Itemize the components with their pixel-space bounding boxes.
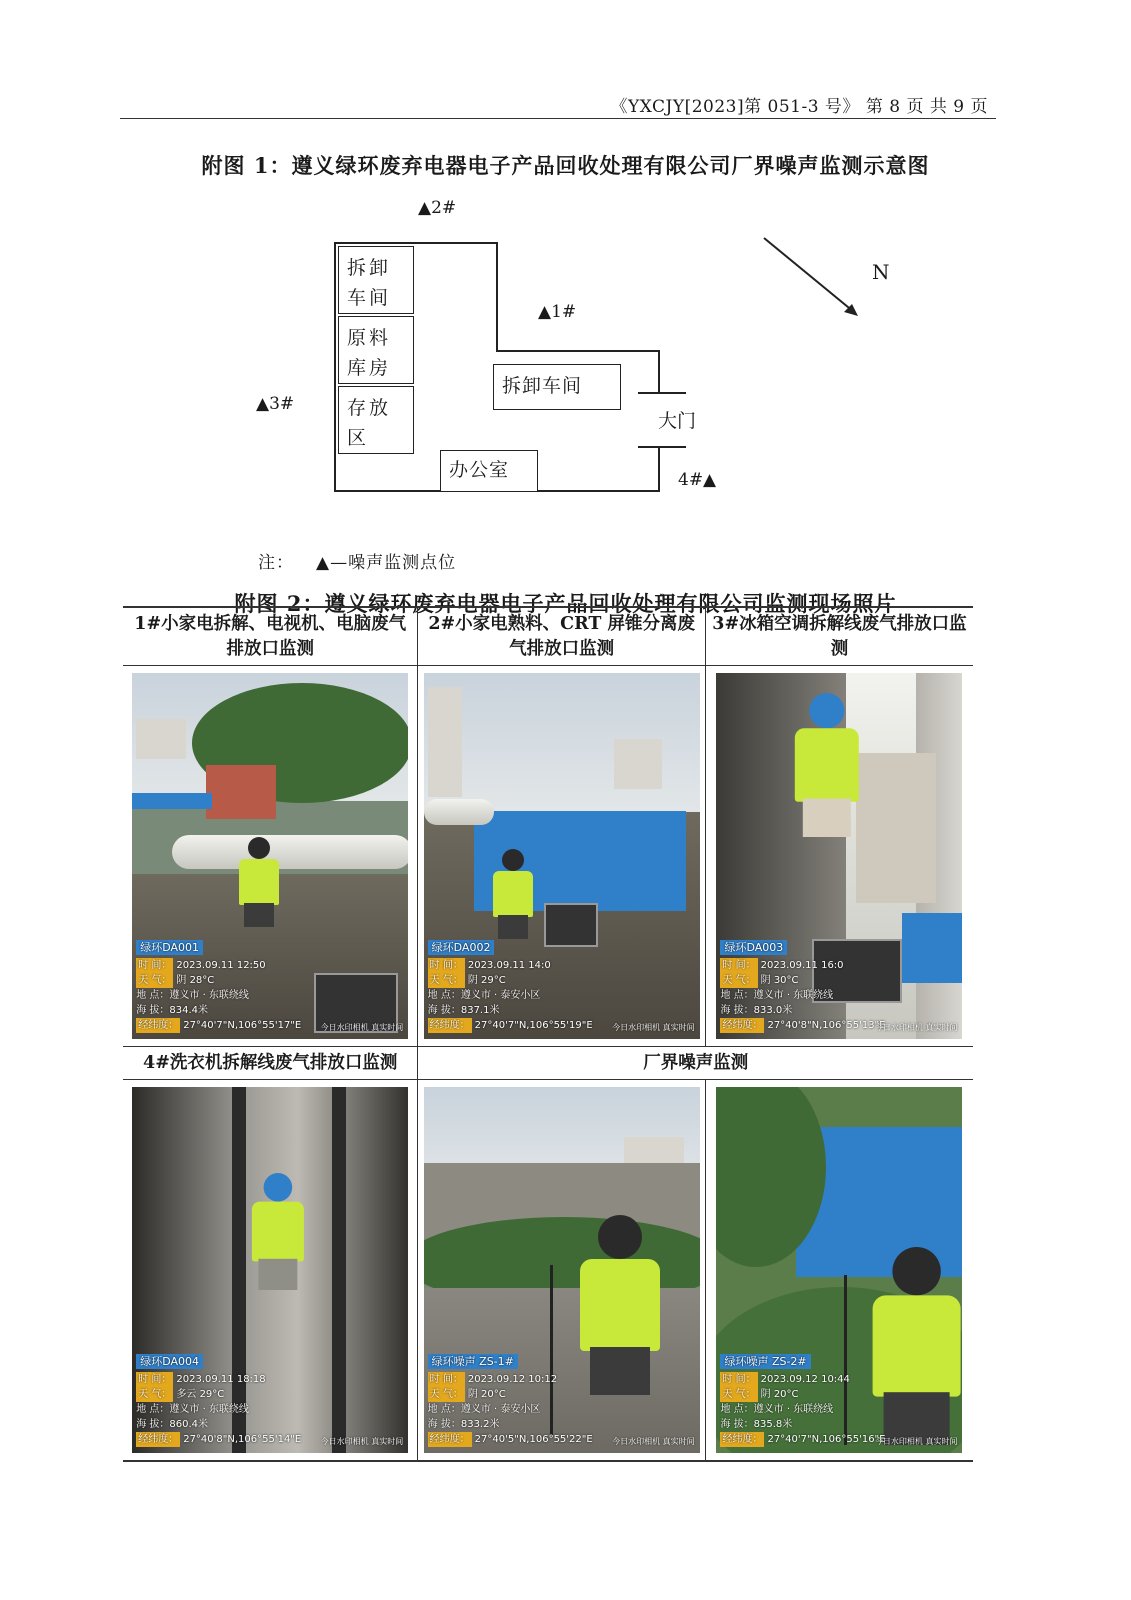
outline-right-lower: [658, 446, 660, 492]
room-dismantling-workshop-main: 拆卸车间: [493, 364, 621, 410]
room-raw-material-warehouse: 原料库房: [338, 316, 414, 384]
monitoring-point-2: ▲2#: [418, 198, 457, 218]
room-storage-area: 存放区: [338, 386, 414, 454]
photo-da002: [424, 673, 700, 1039]
outline-step-horizontal: [496, 350, 660, 352]
gate-label: 大门: [658, 410, 697, 432]
watermark-2: 绿环DA002 时 间： 2023.09.11 14:0 天 气： 阴 29°C 地 点：遵义市 · 泰安小区 海 拔：837.1米 经纬度： 27°40'7"N,106°55'19"E: [427, 941, 593, 1031]
watermark-6: 绿环噪声 ZS-2# 时 间： 2023.09.12 10:44 天 气： 阴 20°C 地 点：遵义市 · 东联绕线 海 拔：835.8米 经纬度： 27°40'7"N,106°55'16"E: [720, 1355, 886, 1445]
watermark-logo-3: 今日水印相机 真实时间: [874, 1023, 958, 1032]
watermark-logo-5: 今日水印相机 真实时间: [612, 1437, 695, 1446]
watermark-5: 绿环噪声 ZS-1# 时 间： 2023.09.12 10:12 天 气： 阴 20°C 地 点：遵义市 · 泰安小区 海 拔：833.2米 经纬度： 27°40'5"N,106°55'22"E: [427, 1355, 593, 1445]
monitoring-point-1: ▲1#: [538, 302, 577, 322]
watermark-3: 绿环DA003 时 间： 2023.09.11 16:0 天 气： 阴 30°C 地 点：遵义市 · 东联绕线 海 拔：833.0米 经纬度： 27°40'8"N,106°55'13"E: [720, 941, 886, 1031]
monitoring-point-3: ▲3#: [256, 394, 295, 414]
legend-note: [258, 548, 456, 573]
figure-2-title: 附图 2：遵义绿环废弃电器电子产品回收处理有限公司监测现场照片: [234, 591, 897, 616]
figure-1-title: 附图 1：遵义绿环废弃电器电子产品回收处理有限公司厂界噪声监测示意图: [201, 153, 930, 178]
photo-cell-1: [123, 666, 418, 1047]
photo-cell-4: [123, 1080, 418, 1462]
outline-top: [334, 242, 498, 244]
watermark-logo-4: 今日水印相机 真实时间: [320, 1437, 404, 1446]
caption-4: 4#洗衣机拆解线废气排放口监测: [123, 1047, 418, 1080]
gate-post-top: [638, 392, 686, 394]
caption-2: 2#小家电熟料、CRT 屏锥分离废气排放口监测: [418, 607, 706, 666]
caption-3: 3#冰箱空调拆解线废气排放口监测: [705, 607, 973, 666]
noise-monitoring-diagram: [240, 198, 890, 520]
caption-5: 厂界噪声监测: [418, 1047, 973, 1080]
monitoring-point-4: 4#▲: [678, 470, 717, 490]
photo-cell-2: [418, 666, 706, 1047]
photo-da001: [132, 673, 408, 1039]
photo-cell-5: [418, 1080, 706, 1462]
report-number-and-page: 《YXCJY[2023]第 051-3 号》 第 8 页 共 9 页: [610, 97, 988, 117]
caption-1: 1#小家电拆解、电视机、电脑废气排放口监测: [123, 607, 418, 666]
watermark-4: 绿环DA004 时 间： 2023.09.11 18:18 天 气： 多云 29°C 地 点：遵义市 · 东联绕线 海 拔：860.4米 经纬度： 27°40'8"N,106°55'14"E: [136, 1355, 302, 1445]
photo-cell-3: [705, 666, 973, 1047]
gate-post-bottom: [638, 446, 686, 448]
room-dismantling-workshop-small: 拆卸车间: [338, 246, 414, 314]
photo-zs2: [716, 1087, 962, 1453]
page-header: [120, 92, 996, 119]
watermark-1: 绿环DA001 时 间： 2023.09.11 12:50 天 气： 阴 28°C 地 点：遵义市 · 东联绕线 海 拔：834.4米 经纬度： 27°40'7"N,106°55'17"E: [136, 941, 302, 1031]
site-photos-table: [123, 606, 973, 1462]
note-label: 注：: [258, 553, 294, 573]
room-office: 办公室: [440, 450, 538, 492]
photo-da003: [716, 673, 962, 1039]
north-label: N: [872, 260, 890, 284]
outline-left: [334, 242, 336, 492]
watermark-logo-6: 今日水印相机 真实时间: [874, 1437, 958, 1446]
north-arrow-icon: [758, 234, 862, 324]
photo-da004: [132, 1087, 408, 1453]
watermark-logo-1: 今日水印相机 真实时间: [320, 1023, 404, 1032]
outline-step-vertical: [496, 242, 498, 352]
photo-zs1: [424, 1087, 700, 1453]
outline-right-upper: [658, 350, 660, 394]
watermark-logo-2: 今日水印相机 真实时间: [612, 1023, 695, 1032]
note-text: ▲—噪声监测点位: [316, 553, 457, 573]
photo-cell-6: [705, 1080, 973, 1462]
